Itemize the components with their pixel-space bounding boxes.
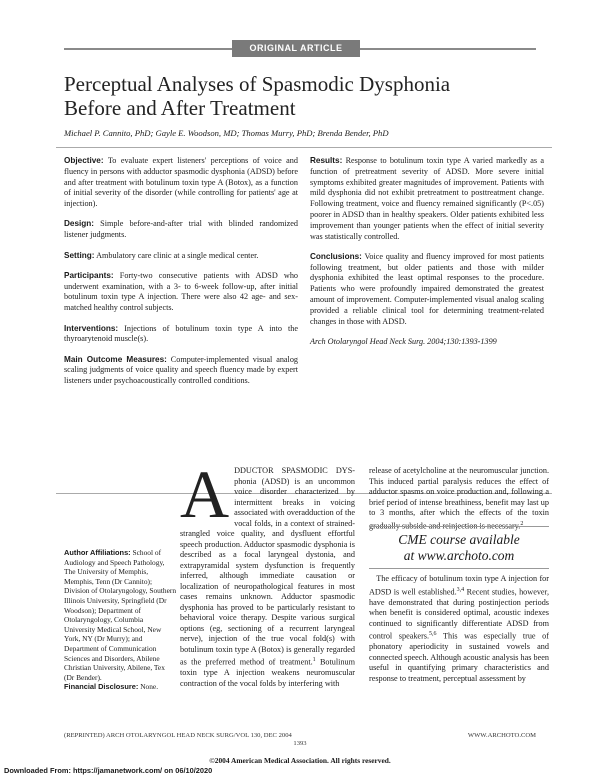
cme-link[interactable]: at www.archoto.com	[403, 548, 515, 563]
title-line-2: Before and After Treatment	[64, 96, 296, 120]
design-label: Design:	[64, 219, 95, 229]
cme-bottom-rule	[369, 568, 549, 569]
results-label: Results:	[310, 156, 343, 165]
cme-callout[interactable]	[369, 532, 549, 564]
design-text: Simple before-and-after trial with blinded randomized listener judgments.	[64, 219, 298, 240]
body-right-paragraph-2a: The efficacy of botulinum toxin type A injection for ADSD is well established.	[369, 574, 549, 597]
body-right-paragraph-2c: This was especially true of phonatory aperiodicity in sustained vowels and connected speech. Although acoustic analysis has been useful in quantifying primary characteristics and response to treatment, perceptual assessment by	[369, 631, 549, 683]
footer-journal: (REPRINTED) ARCH OTOLARYNGOL HEAD NECK SURG/VOL 130, DEC 2004	[64, 732, 292, 739]
interventions-label: Interventions:	[64, 323, 119, 333]
abstract-box	[56, 147, 552, 494]
article-title	[64, 72, 544, 120]
reference-marker: 5,6	[429, 631, 437, 638]
journal-citation: Arch Otolaryngol Head Neck Surg. 2004;130:1393-1399	[310, 336, 497, 346]
download-notice: Downloaded From: https://jamanetwork.com/ on 06/10/2020	[4, 766, 213, 775]
footer-url[interactable]: WWW.ARCHOTO.COM	[467, 732, 536, 739]
title-line-1: Perceptual Analyses of Spasmodic Dysphonia	[64, 72, 451, 96]
cme-top-rule	[369, 526, 549, 527]
disclosure-text: None.	[140, 682, 159, 692]
participants-label: Participants:	[64, 270, 114, 280]
abstract-measures	[64, 355, 298, 387]
body-left-column	[180, 456, 355, 689]
abstract-results	[310, 156, 544, 242]
reference-marker: 3,4	[456, 586, 465, 593]
lead-smallcaps: DDUCTOR SPASMODIC DYS-	[234, 466, 355, 475]
disclosure-label: Financial Disclosure:	[64, 682, 139, 692]
banner-rule-left	[64, 48, 232, 50]
measures-text: Computer-implemented visual analog scaling judgments of voice quality and speech fluency made by expert listeners under psychoacoustically controlled conditions.	[64, 354, 299, 386]
abstract-objective	[64, 156, 298, 210]
objective-text: To evaluate expert listeners' perceptions of voice and fluency in persons with adductor spasmodic dysphonia (ADSD) before and after treatment with botulinum toxin type A (Botox), as a function of initial severity of the disorder (while controlling for patients' age at injection).	[64, 156, 298, 209]
abstract-left-column	[64, 156, 298, 397]
abstract-setting	[64, 251, 298, 262]
participants-text: Forty-two consecutive patients with ADSD who underwent examination, with a 3- to 6-week follow-up, after initial botulinum toxin type A injection. There were also 42 age- and sex-matched healthy control subjects.	[64, 270, 299, 313]
banner-rule-right	[360, 48, 536, 50]
drop-cap: A	[180, 456, 230, 532]
abstract-interventions	[64, 324, 298, 346]
section-banner: ORIGINAL ARTICLE	[232, 40, 360, 57]
interventions-text: Injections of botulinum toxin type A into the thyroarytenoid muscle(s).	[64, 323, 299, 344]
setting-text: Ambulatory care clinic at a single medical center.	[96, 250, 259, 260]
abstract-participants	[64, 271, 298, 314]
body-right-column-bottom	[369, 574, 549, 684]
author-affiliations-sidebar	[64, 548, 176, 692]
page-footer	[64, 732, 536, 748]
copyright-notice: ©2004 American Medical Association. All rights reserved.	[209, 756, 391, 765]
results-text: Response to botulinum toxin type A varied markedly as a function of pretreatment severity of ADSD. More severe initial symptoms exhibited greater magnitudes of improvement. Patients with mild dysphonia did not exhibit pretreatment to posttreatment change. Following treatment, voice and fluency remained significantly (P<.05) poorer in ADSD than in healthy speakers. Older patients exhibited less improvement than younger patients when the effect of initial severity was statistically controlled.	[310, 156, 544, 241]
abstract-design	[64, 219, 298, 241]
body-right-paragraph-2b: Recent studies, however, have demonstrated that during postinjection periods when benefit is considered optimal, acoustic indexes continued to significantly differentiate ADSD from control speakers.	[369, 587, 549, 641]
body-right-paragraph-1: release of acetylcholine at the neuromuscular junction. This induced partial paralysis reduces the effect of adductor spasms on voice production and, following a brief period of intense breathiness, benefit may last up to 3 months, after which the effects of the toxin	[369, 466, 549, 517]
page-number: 1393	[293, 740, 307, 747]
reference-marker: 1	[312, 657, 316, 663]
abstract-conclusions	[310, 252, 544, 328]
measures-label: Main Outcome Measures:	[64, 354, 167, 364]
conclusions-label: Conclusions:	[310, 251, 362, 261]
author-list: Michael P. Cannito, PhD; Gayle E. Woodson, MD; Thomas Murry, PhD; Brenda Bender, PhD	[64, 128, 389, 138]
conclusions-text: Voice quality and fluency improved for most patients following treatment, but older patients and those with milder dysphonia exhibited the least optimal responses to the procedure. Patients who were profoundly impaired demonstrated the greatest amount of improvement. Computer-implemented visual analog scaling provided a reliable clinical tool for determining treatment-related changes in those with ADSD.	[310, 251, 544, 326]
body-right-column-top	[369, 466, 549, 532]
body-paragraph-1: phonia (ADSD) is an uncommon voice disorder characterized by intermittent breaks in voicing associated with overadduction of the vocal folds, in a context of strained-strangled voice quality, and dysfluent effortful speech production. Adductor spasmodic dysphonia is described as a focal laryngeal dystonia, and extrapyramidal system dysfunction is frequently inferred, although immediate causation or localization of neuropathological features in most cases remains unknown. Adductor spasmodic dysphonia has proved to be particularly resistant to behavioral voice therapy. Despite various surgical options (eg, sectioning of a recurrent laryngeal nerve), injection of the true vocal fold(s) with botulinum toxin type A (Botox) is generally regarded as the preferred method of treatment.	[180, 476, 355, 667]
abstract-right-column	[310, 156, 544, 357]
body-paragraph-1-tail: Botulinum toxin type A injection weakens neuromuscular contraction of the vocal folds by interfering with	[180, 657, 355, 688]
cme-line-1: CME course available	[398, 532, 520, 547]
reference-marker: 2	[520, 520, 524, 527]
setting-label: Setting:	[64, 250, 95, 260]
affiliations-text: School of Audiology and Speech Pathology, The University of Memphis, Memphis, Tenn (Dr Cannito); Division of Otolaryngology, Southern Illinois University, Springfield (Dr Woodson); Department of Otolaryngology, Columbia University Medical School, New York, NY (Dr Murry); and Department of Communication Sciences and Disorders, Abilene Christian University, Abilene, Tex (Dr Bender).	[64, 548, 177, 682]
objective-label: Objective:	[64, 156, 104, 165]
affiliations-label: Author Affiliations:	[64, 548, 131, 557]
